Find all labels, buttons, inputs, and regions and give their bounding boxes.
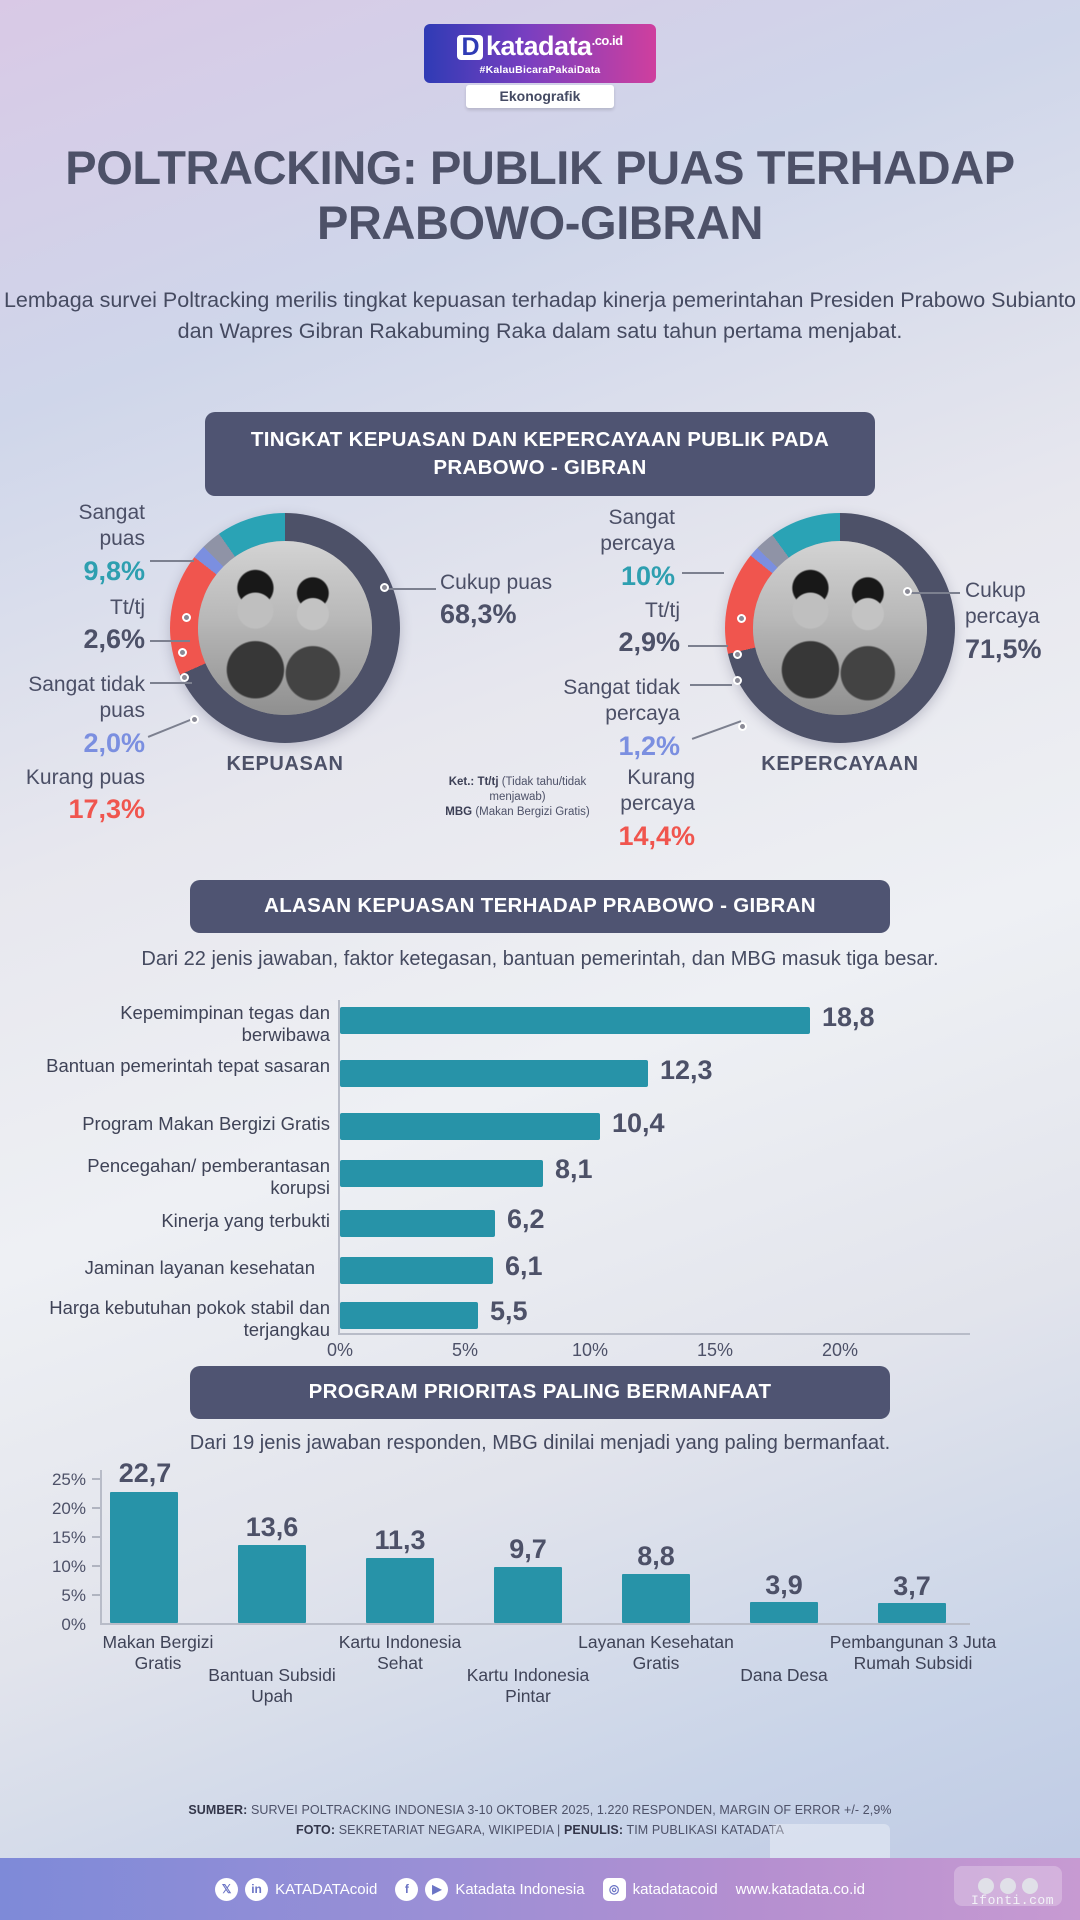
section-header-programs: PROGRAM PRIORITAS PALING BERMANFAAT [190, 1366, 890, 1419]
source-note [0, 1800, 1080, 1840]
donut-ring-kepuasan [170, 513, 400, 743]
bar-value: 18,8 [822, 1002, 875, 1032]
legend-sangat-tidak-puas-label: Sangat tidak puas [28, 673, 145, 723]
bar-value: 12,3 [660, 1055, 713, 1085]
leader-line [150, 640, 190, 642]
note-mbg-text: (Makan Bergizi Gratis) [475, 805, 590, 818]
bar-label: Pencegahan/ pemberantasan korupsi [87, 1155, 330, 1198]
leader-line [910, 592, 960, 594]
bar-label: Layanan Kesehatan Gratis [578, 1632, 734, 1673]
leader-dot [733, 676, 742, 685]
footer-bar [0, 1858, 1080, 1920]
logo-brand: katadata [486, 31, 592, 61]
legend-cukup-puas-value: 68,3% [440, 599, 517, 630]
bar-fill [340, 1113, 600, 1140]
donut-center-photo-kepuasan [198, 541, 372, 715]
vertical-bar-chart [0, 1458, 1080, 1760]
prabowo-gibran-photo [198, 541, 372, 715]
prabowo-gibran-photo [753, 541, 927, 715]
logo-tld: .co.id [591, 33, 623, 48]
chart-note [430, 775, 605, 820]
note-mbg-label: MBG [445, 805, 473, 818]
bar-value: 5,5 [490, 1296, 528, 1326]
legend-tttj-kepercayaan [575, 598, 680, 660]
logo-d-icon: D [457, 35, 483, 60]
x-twitter-icon[interactable]: 𝕏 [215, 1878, 238, 1901]
linkedin-icon[interactable]: in [245, 1878, 268, 1901]
x-axis [100, 1623, 970, 1625]
footer-item-facebook[interactable] [395, 1878, 584, 1901]
bar-fill [878, 1603, 946, 1623]
legend-sangat-percaya [555, 505, 675, 593]
donut-center-photo-kepercayaan [753, 541, 927, 715]
legend-tttj-value: 2,6% [83, 624, 145, 655]
x-tick-label: 15% [696, 1340, 734, 1360]
legend-sangat-tidak-percaya-value: 1,2% [618, 730, 680, 761]
footer-item-x[interactable] [215, 1878, 377, 1901]
y-tick-label: 15% [51, 1528, 86, 1547]
bar-fill [340, 1007, 810, 1034]
leader-dot [737, 614, 746, 623]
donut-chart-kepuasan [170, 513, 400, 775]
bar-label: Bantuan Subsidi Upah [208, 1665, 336, 1706]
bar-label: Kartu Indonesia Pintar [466, 1665, 590, 1706]
footer-handle-x: KATADATAcoid [275, 1880, 378, 1898]
bar-fill [340, 1160, 543, 1187]
y-axis [100, 1470, 102, 1625]
bar-fill [340, 1257, 493, 1284]
bar-fill [340, 1210, 495, 1237]
donut-chart-kepercayaan [725, 513, 955, 775]
youtube-icon[interactable]: ▶ [425, 1878, 448, 1901]
x-tick-label: 5% [451, 1340, 478, 1360]
legend-sangat-percaya-value: 10% [620, 560, 675, 591]
leader-dot [380, 583, 389, 592]
y-tick-label: 5% [61, 1586, 86, 1605]
bar-value: 3,9 [765, 1570, 803, 1600]
bar-value: 8,1 [555, 1154, 593, 1184]
leader-dot [180, 673, 189, 682]
y-tick-label: 20% [51, 1499, 86, 1518]
bar-fill [750, 1602, 818, 1623]
donut-label-kepercayaan: KEPERCAYAAN [761, 753, 919, 775]
footer-handle-ig: katadatacoid [632, 1880, 718, 1898]
bar-label: Program Makan Bergizi Gratis [82, 1113, 330, 1134]
bar-label: Jaminan layanan kesehatan [84, 1257, 315, 1278]
source-label: SUMBER: [188, 1803, 248, 1817]
leader-dot [178, 648, 187, 657]
bar-label: Harga kebutuhan pokok stabil dan terjangkau [49, 1297, 330, 1340]
bar-fill [238, 1545, 306, 1623]
leader-dot [738, 722, 747, 731]
logo-category: Ekonografik [466, 85, 614, 108]
note-tttj-label: Ket.: Tt/tj [448, 776, 499, 788]
page-subtitle: Lembaga survei Poltracking merilis tingkat kepuasan terhadap kinerja pemerintahan Presiden Prabowo Subianto dan Wapres Gibran Rakabuming Raka dalam satu tahun pertama menjabat. [3, 288, 1077, 344]
bar-label: Kinerja yang terbukti [161, 1210, 330, 1231]
bar-fill [622, 1574, 690, 1623]
leader-line [690, 684, 732, 686]
legend-sangat-puas-value: 9,8% [83, 555, 145, 586]
logo-tagline: #KalauBicaraPakaiData [479, 64, 601, 76]
legend-sangat-percaya-label: Sangat percaya [600, 506, 675, 556]
bar-value: 6,1 [505, 1251, 543, 1281]
facebook-icon[interactable]: f [395, 1878, 418, 1901]
y-tick-label: 0% [61, 1615, 86, 1634]
legend-tttj-label: Tt/tj [110, 596, 145, 619]
bar-value: 11,3 [374, 1525, 426, 1555]
legend-tttj-label: Tt/tj [645, 599, 680, 622]
leader-line [150, 682, 192, 684]
instagram-icon[interactable]: ◎ [603, 1878, 626, 1901]
bar-fill [340, 1302, 478, 1329]
legend-kurang-puas-label: Kurang puas [25, 766, 145, 789]
logo-box [424, 24, 656, 83]
bar-label: Kepemimpinan tegas dan berwibawa [120, 1002, 330, 1045]
bar-label: Dana Desa [740, 1665, 828, 1685]
legend-cukup-percaya-label: Cukup percaya [965, 579, 1040, 629]
leader-line [682, 572, 724, 574]
legend-kurang-puas-value: 17,3% [68, 794, 145, 825]
donut-label-kepuasan: KEPUASAN [226, 753, 344, 775]
y-axis [338, 1000, 340, 1333]
note-tttj-text: (Tidak tahu/tidak menjawab) [489, 776, 587, 803]
leader-dot [190, 715, 199, 724]
leader-dot [182, 613, 191, 622]
legend-sangat-tidak-percaya-label: Sangat tidak percaya [563, 676, 680, 726]
legend-sangat-puas [30, 500, 145, 588]
leader-line [688, 645, 728, 647]
author-label: PENULIS: [563, 1823, 624, 1837]
legend-kurang-percaya-value: 14,4% [618, 820, 695, 851]
x-tick-label: 0% [326, 1340, 353, 1360]
bar-fill [494, 1567, 562, 1623]
programs-subtitle: Dari 19 jenis jawaban responden, MBG dinilai menjadi yang paling bermanfaat. [189, 1432, 891, 1454]
y-tick-label: 10% [51, 1557, 86, 1576]
bar-value: 13,6 [245, 1512, 299, 1542]
footer-item-instagram[interactable] [603, 1878, 718, 1901]
reasons-subtitle: Dari 22 jenis jawaban, faktor ketegasan, bantuan pemerintah, dan MBG masuk tiga besar. [141, 948, 939, 970]
legend-sangat-tidak-puas-value: 2,0% [83, 727, 145, 758]
logo-wordmark [434, 33, 646, 60]
bar-label: Pembangunan 3 Juta Rumah Subsidi [829, 1632, 997, 1673]
horizontal-bar-chart [0, 1000, 1080, 1360]
bar-fill [366, 1558, 434, 1623]
legend-tttj-value: 2,9% [618, 627, 680, 658]
badge-dot-icon [1000, 1878, 1016, 1894]
y-tick-label: 25% [51, 1470, 86, 1489]
table-row [0, 1002, 1080, 1045]
watermark: Ifonti.com [970, 1893, 1054, 1908]
leader-dot [903, 587, 912, 596]
legend-cukup-percaya-value: 71,5% [965, 633, 1042, 664]
legend-kurang-percaya-label: Kurang percaya [620, 766, 695, 816]
footer-website: www.katadata.co.id [735, 1880, 865, 1898]
x-tick-label: 10% [571, 1340, 609, 1360]
leader-line [388, 588, 436, 590]
bar-label: Bantuan pemerintah tepat sasaran [46, 1055, 330, 1076]
source-text: SURVEI POLTRACKING INDONESIA 3-10 OKTOBER 2025, 1.220 RESPONDEN, MARGIN OF ERROR +/- 2,9% [250, 1803, 892, 1817]
author-text: TIM PUBLIKASI KATADATA [626, 1823, 785, 1837]
badge-dot-icon [1022, 1878, 1038, 1894]
donut-ring-kepercayaan [725, 513, 955, 743]
legend-tttj-kepuasan [30, 595, 145, 657]
bar-value: 6,2 [507, 1204, 545, 1234]
x-tick-label: 20% [821, 1340, 859, 1360]
page-title: POLTRACKING: PUBLIK PUAS TERHADAP PRABOWO-GIBRAN [65, 141, 1015, 250]
bar-label: Kartu Indonesia Sehat [338, 1632, 462, 1673]
legend-kurang-puas [25, 765, 145, 827]
section-header-reasons: ALASAN KEPUASAN TERHADAP PRABOWO - GIBRAN [190, 880, 890, 933]
bar-value: 3,7 [893, 1571, 931, 1601]
footer-handle-fb: Katadata Indonesia [455, 1880, 585, 1898]
bar-label: Makan Bergizi Gratis [102, 1632, 214, 1673]
legend-sangat-tidak-percaya [540, 675, 680, 763]
legend-sangat-tidak-puas [20, 672, 145, 760]
x-axis [338, 1333, 970, 1335]
leader-line [150, 560, 194, 562]
badge-dot-icon [978, 1878, 994, 1894]
katadata-logo [424, 24, 656, 108]
decorative-tail [770, 1824, 890, 1858]
legend-cukup-percaya [965, 578, 1075, 666]
bar-fill [340, 1060, 648, 1087]
photo-text: SEKRETARIAT NEGARA, WIKIPEDIA | [338, 1823, 561, 1837]
bar-value: 9,7 [509, 1534, 547, 1564]
bar-value: 22,7 [118, 1458, 172, 1488]
legend-cukup-puas-label: Cukup puas [440, 571, 553, 594]
bar-value: 10,4 [612, 1108, 665, 1138]
bar-fill [110, 1492, 178, 1623]
bar-value: 8,8 [637, 1541, 675, 1571]
leader-dot [733, 650, 742, 659]
photo-label: FOTO: [295, 1823, 336, 1837]
section-header-satisfaction: TINGKAT KEPUASAN DAN KEPERCAYAAN PUBLIK PADA PRABOWO - GIBRAN [205, 412, 875, 496]
legend-sangat-puas-label: Sangat puas [78, 501, 145, 551]
footer-item-website[interactable] [736, 1881, 865, 1898]
